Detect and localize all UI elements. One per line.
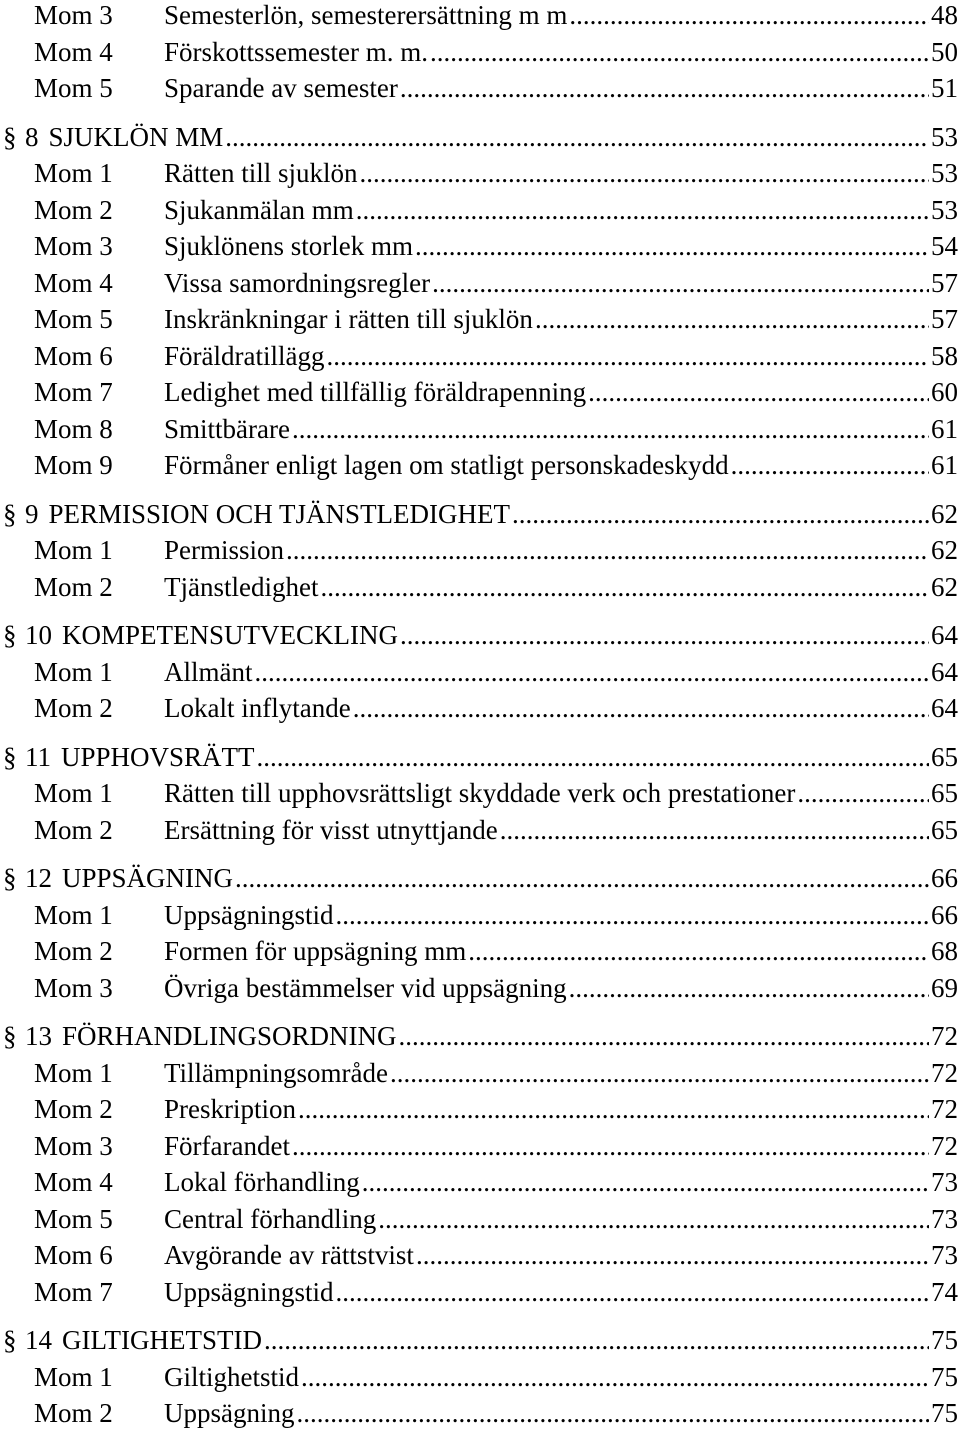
- toc-page-number: 74: [931, 1276, 958, 1307]
- toc-section-prefix: [0, 617, 62, 653]
- toc-page-number: 66: [931, 863, 958, 893]
- toc-entry-prefix: Mom 1: [34, 158, 113, 188]
- toc-entry-title: Central förhandling: [164, 1203, 377, 1234]
- toc-page-number: 72: [931, 1057, 958, 1088]
- toc-page-number: 53: [931, 158, 958, 188]
- toc-entry[interactable]: [0, 1274, 958, 1310]
- toc-page-number: 62: [931, 535, 958, 565]
- toc-page-number: 61: [931, 413, 958, 444]
- toc-entry-prefix: Mom 3: [34, 1130, 113, 1161]
- toc-entry[interactable]: [0, 1055, 958, 1091]
- toc-entry-prefix: Mom 2: [34, 571, 113, 602]
- section-sign: §: [3, 741, 17, 772]
- toc-entry[interactable]: [0, 1359, 958, 1395]
- toc-entry-title: Uppsägning: [164, 1398, 295, 1428]
- toc-entry-prefix: Mom 4: [34, 1167, 113, 1197]
- toc-entry[interactable]: [0, 0, 958, 33]
- toc-page-number: 75: [931, 1361, 958, 1392]
- toc-entry[interactable]: [0, 1201, 958, 1237]
- toc-entry-title: Avgörande av rättstvist: [164, 1240, 414, 1270]
- toc-entry-prefix: Mom 6: [34, 1240, 113, 1270]
- toc-entry[interactable]: [0, 265, 958, 301]
- toc-entry[interactable]: [0, 569, 958, 605]
- toc-page-number: 60: [931, 377, 958, 407]
- toc-section-entry[interactable]: [0, 1322, 958, 1358]
- toc-entry[interactable]: [0, 34, 958, 70]
- toc-entry-title: Preskription: [164, 1094, 296, 1124]
- toc-entry[interactable]: [0, 411, 958, 447]
- toc-page-number: 68: [931, 936, 958, 966]
- toc-section-number: 13: [25, 1021, 52, 1051]
- toc-entry[interactable]: [0, 933, 958, 969]
- dot-leader: [235, 860, 929, 896]
- toc-entry[interactable]: [0, 374, 958, 410]
- dot-leader: [255, 654, 930, 690]
- toc-entry-prefix: Mom 5: [34, 73, 113, 103]
- toc-page-number: 75: [931, 1398, 958, 1428]
- toc-entry-title: Förskottssemester m. m.: [164, 36, 428, 67]
- toc-entry-prefix: Mom 2: [34, 936, 113, 966]
- toc-entry-title: FÖRHANDLINGSORDNING: [62, 1021, 397, 1051]
- toc-entry[interactable]: [0, 775, 958, 811]
- toc-page-number: 58: [931, 340, 958, 371]
- toc-page-number: 62: [931, 571, 958, 602]
- toc-entry-prefix: Mom 5: [34, 304, 113, 334]
- toc-page-number: 72: [931, 1021, 958, 1051]
- toc-page-number: 75: [931, 1325, 958, 1355]
- toc-entry[interactable]: [0, 192, 958, 228]
- toc-entry-prefix: Mom 3: [34, 231, 113, 261]
- toc-entry-title: Vissa samordningsregler: [164, 267, 431, 298]
- toc-section-prefix: [0, 1322, 62, 1358]
- toc-page-number: 54: [931, 231, 958, 261]
- toc-entry[interactable]: [0, 1164, 958, 1200]
- section-sign: §: [3, 1021, 17, 1051]
- toc-entry-title: Tjänstledighet: [164, 571, 319, 602]
- toc-entry-title: Förfarandet: [164, 1130, 290, 1161]
- dot-leader: [432, 265, 929, 301]
- section-sign: §: [3, 498, 17, 529]
- dot-leader: [336, 897, 929, 933]
- toc-page-number: 73: [931, 1240, 958, 1270]
- toc-entry[interactable]: [0, 1091, 958, 1127]
- dot-leader: [286, 532, 929, 568]
- dot-leader: [356, 192, 929, 228]
- dot-leader: [360, 155, 930, 191]
- toc-page-number: 66: [931, 899, 958, 930]
- dot-leader: [415, 228, 929, 264]
- toc-entry-title: UPPHOVSRÄTT: [61, 741, 255, 772]
- toc-entry-prefix: Mom 4: [34, 36, 113, 67]
- toc-page-number: 65: [931, 741, 958, 772]
- dot-leader: [588, 374, 929, 410]
- dot-leader: [512, 496, 929, 532]
- dot-leader: [257, 739, 929, 775]
- section-sign: §: [3, 620, 17, 650]
- toc-entry-title: Ersättning för visst utnyttjande: [164, 814, 498, 845]
- dot-leader: [320, 569, 929, 605]
- toc-entry-title: Sparande av semester: [164, 73, 398, 103]
- dot-leader: [225, 119, 929, 155]
- toc-entry-title: Sjukanmälan mm: [164, 194, 354, 225]
- dot-leader: [500, 812, 929, 848]
- dot-leader: [353, 690, 929, 726]
- toc-section-number: 14: [25, 1325, 52, 1355]
- toc-entry[interactable]: [0, 897, 958, 933]
- toc-entry-prefix: Mom 9: [34, 450, 113, 480]
- toc-section-entry[interactable]: [0, 739, 958, 775]
- dot-leader: [468, 933, 929, 969]
- toc-entry-prefix: Mom 1: [34, 535, 113, 565]
- dot-leader: [535, 301, 929, 337]
- toc-entry-prefix: Mom 3: [34, 972, 113, 1003]
- toc-page-number: 73: [931, 1167, 958, 1197]
- toc-entry-title: Lokal förhandling: [164, 1167, 360, 1197]
- dot-leader: [797, 775, 929, 811]
- toc-entry-prefix: Mom 1: [34, 656, 113, 687]
- toc-entry-prefix: Mom 2: [34, 1398, 113, 1428]
- toc-page-number: 64: [931, 656, 958, 687]
- toc-section-prefix: [0, 739, 61, 775]
- dot-leader: [336, 1274, 929, 1310]
- toc-page-number: 64: [931, 693, 958, 723]
- toc-entry-prefix: Mom 1: [34, 778, 113, 808]
- toc-entry-title: GILTIGHETSTID: [62, 1325, 262, 1355]
- toc-page-number: 62: [931, 498, 958, 529]
- toc-entry[interactable]: [0, 1395, 958, 1431]
- toc-entry[interactable]: [0, 690, 958, 726]
- toc-section-prefix: [0, 1018, 62, 1054]
- toc-entry-prefix: Mom 1: [34, 1361, 113, 1392]
- toc-entry-title: Sjuklönens storlek mm: [164, 231, 413, 261]
- dot-leader: [264, 1322, 929, 1358]
- toc-entry-title: Uppsägningstid: [164, 899, 334, 930]
- toc-page-number: 57: [931, 304, 958, 334]
- toc-entry-title: SJUKLÖN MM: [48, 121, 224, 152]
- dot-leader: [326, 338, 929, 374]
- toc-section-entry[interactable]: [0, 1018, 958, 1054]
- toc-entry-prefix: Mom 6: [34, 340, 113, 371]
- toc-entry-title: Allmänt: [164, 656, 253, 687]
- toc-entry[interactable]: [0, 970, 958, 1006]
- toc-section-number: 10: [25, 620, 52, 650]
- toc-page-number: 64: [931, 620, 958, 650]
- dot-leader: [731, 447, 929, 483]
- toc-entry-prefix: Mom 3: [34, 0, 113, 30]
- toc-entry-title: Uppsägningstid: [164, 1276, 334, 1307]
- toc-entry-prefix: Mom 1: [34, 1057, 113, 1088]
- toc-page-number: 61: [931, 450, 958, 480]
- toc-page-number: 51: [931, 73, 958, 103]
- toc-entry[interactable]: [0, 1128, 958, 1164]
- toc-entry[interactable]: [0, 1237, 958, 1273]
- toc-page-number: 53: [931, 194, 958, 225]
- toc-entry-title: Förmåner enligt lagen om statligt personskadeskydd: [164, 450, 729, 480]
- toc-entry-prefix: Mom 7: [34, 1276, 113, 1307]
- toc-section-entry[interactable]: [0, 860, 958, 896]
- toc-entry-title: Giltighetstid: [164, 1361, 299, 1392]
- toc-section-number: 9: [25, 498, 39, 529]
- toc-entry[interactable]: [0, 155, 958, 191]
- toc-entry-title: Smittbärare: [164, 413, 290, 444]
- toc-section-entry[interactable]: [0, 496, 958, 532]
- toc-section-number: 11: [25, 741, 51, 772]
- section-sign: §: [3, 863, 17, 893]
- dot-leader: [378, 1201, 929, 1237]
- dot-leader: [430, 34, 929, 70]
- dot-leader: [569, 970, 929, 1006]
- toc-entry[interactable]: [0, 338, 958, 374]
- toc-entry[interactable]: [0, 70, 958, 106]
- toc-entry-prefix: Mom 7: [34, 377, 113, 407]
- dot-leader: [400, 70, 929, 106]
- toc-entry[interactable]: [0, 301, 958, 337]
- toc-section-entry[interactable]: [0, 119, 958, 155]
- toc-page-number: 65: [931, 814, 958, 845]
- toc-entry-title: UPPSÄGNING: [62, 863, 234, 893]
- toc-section-entry[interactable]: [0, 617, 958, 653]
- toc-entry-title: Föräldratillägg: [164, 340, 325, 371]
- toc-page-number: 72: [931, 1130, 958, 1161]
- toc-entry-title: Semesterlön, semesterersättning m m: [164, 0, 568, 30]
- toc-entry-prefix: Mom 8: [34, 413, 113, 444]
- toc-entry[interactable]: [0, 447, 958, 483]
- dot-leader: [569, 0, 929, 33]
- toc-entry-title: KOMPETENSUTVECKLING: [62, 620, 398, 650]
- toc-page-number: 53: [931, 121, 958, 152]
- toc-entry-prefix: Mom 4: [34, 267, 113, 298]
- dot-leader: [400, 617, 929, 653]
- toc-section-number: 8: [25, 121, 39, 152]
- dot-leader: [297, 1395, 930, 1431]
- toc-page-number: 57: [931, 267, 958, 298]
- dot-leader: [399, 1018, 929, 1054]
- section-sign: §: [3, 1325, 17, 1355]
- toc-entry-prefix: Mom 1: [34, 899, 113, 930]
- toc-page-number: 72: [931, 1094, 958, 1124]
- toc-entry[interactable]: [0, 532, 958, 568]
- toc-entry-prefix: Mom 2: [34, 814, 113, 845]
- toc-entry-prefix: Mom 2: [34, 693, 113, 723]
- dot-leader: [362, 1164, 929, 1200]
- dot-leader: [416, 1237, 929, 1273]
- toc-page-number: 50: [931, 36, 958, 67]
- toc-page-number: 69: [931, 972, 958, 1003]
- toc-section-prefix: [0, 860, 62, 896]
- dot-leader: [390, 1055, 929, 1091]
- toc-entry-prefix: Mom 2: [34, 194, 113, 225]
- toc-page-number: 48: [931, 0, 958, 30]
- toc-entry-title: Lokalt inflytande: [164, 693, 351, 723]
- dot-leader: [292, 1128, 929, 1164]
- toc-entry[interactable]: [0, 654, 958, 690]
- toc-entry-title: Tillämpningsområde: [164, 1057, 389, 1088]
- toc-entry-title: Rätten till upphovsrättsligt skyddade verk och prestationer: [164, 778, 796, 808]
- toc-page-number: 73: [931, 1203, 958, 1234]
- toc-entry-title: Permission: [164, 535, 285, 565]
- toc-section-number: 12: [25, 863, 52, 893]
- toc-entry-title: PERMISSION OCH TJÄNSTLEDIGHET: [48, 498, 511, 529]
- dot-leader: [298, 1091, 929, 1127]
- toc-entry-prefix: Mom 2: [34, 1094, 113, 1124]
- toc-entry-title: Rätten till sjuklön: [164, 158, 358, 188]
- toc-entry[interactable]: [0, 228, 958, 264]
- toc-entry-title: Formen för uppsägning mm: [164, 936, 467, 966]
- toc-entry[interactable]: [0, 812, 958, 848]
- dot-leader: [301, 1359, 929, 1395]
- toc-page-number: 65: [931, 778, 958, 808]
- dot-leader: [292, 411, 929, 447]
- toc-entry-title: Ledighet med tillfällig föräldrapenning: [164, 377, 587, 407]
- toc-entry-prefix: Mom 5: [34, 1203, 113, 1234]
- toc-section-prefix: [0, 119, 49, 155]
- toc-section-prefix: [0, 496, 49, 532]
- toc-entry-title: Inskränkningar i rätten till sjuklön: [164, 304, 533, 334]
- toc-entry-title: Övriga bestämmelser vid uppsägning: [164, 972, 567, 1003]
- section-sign: §: [3, 121, 17, 152]
